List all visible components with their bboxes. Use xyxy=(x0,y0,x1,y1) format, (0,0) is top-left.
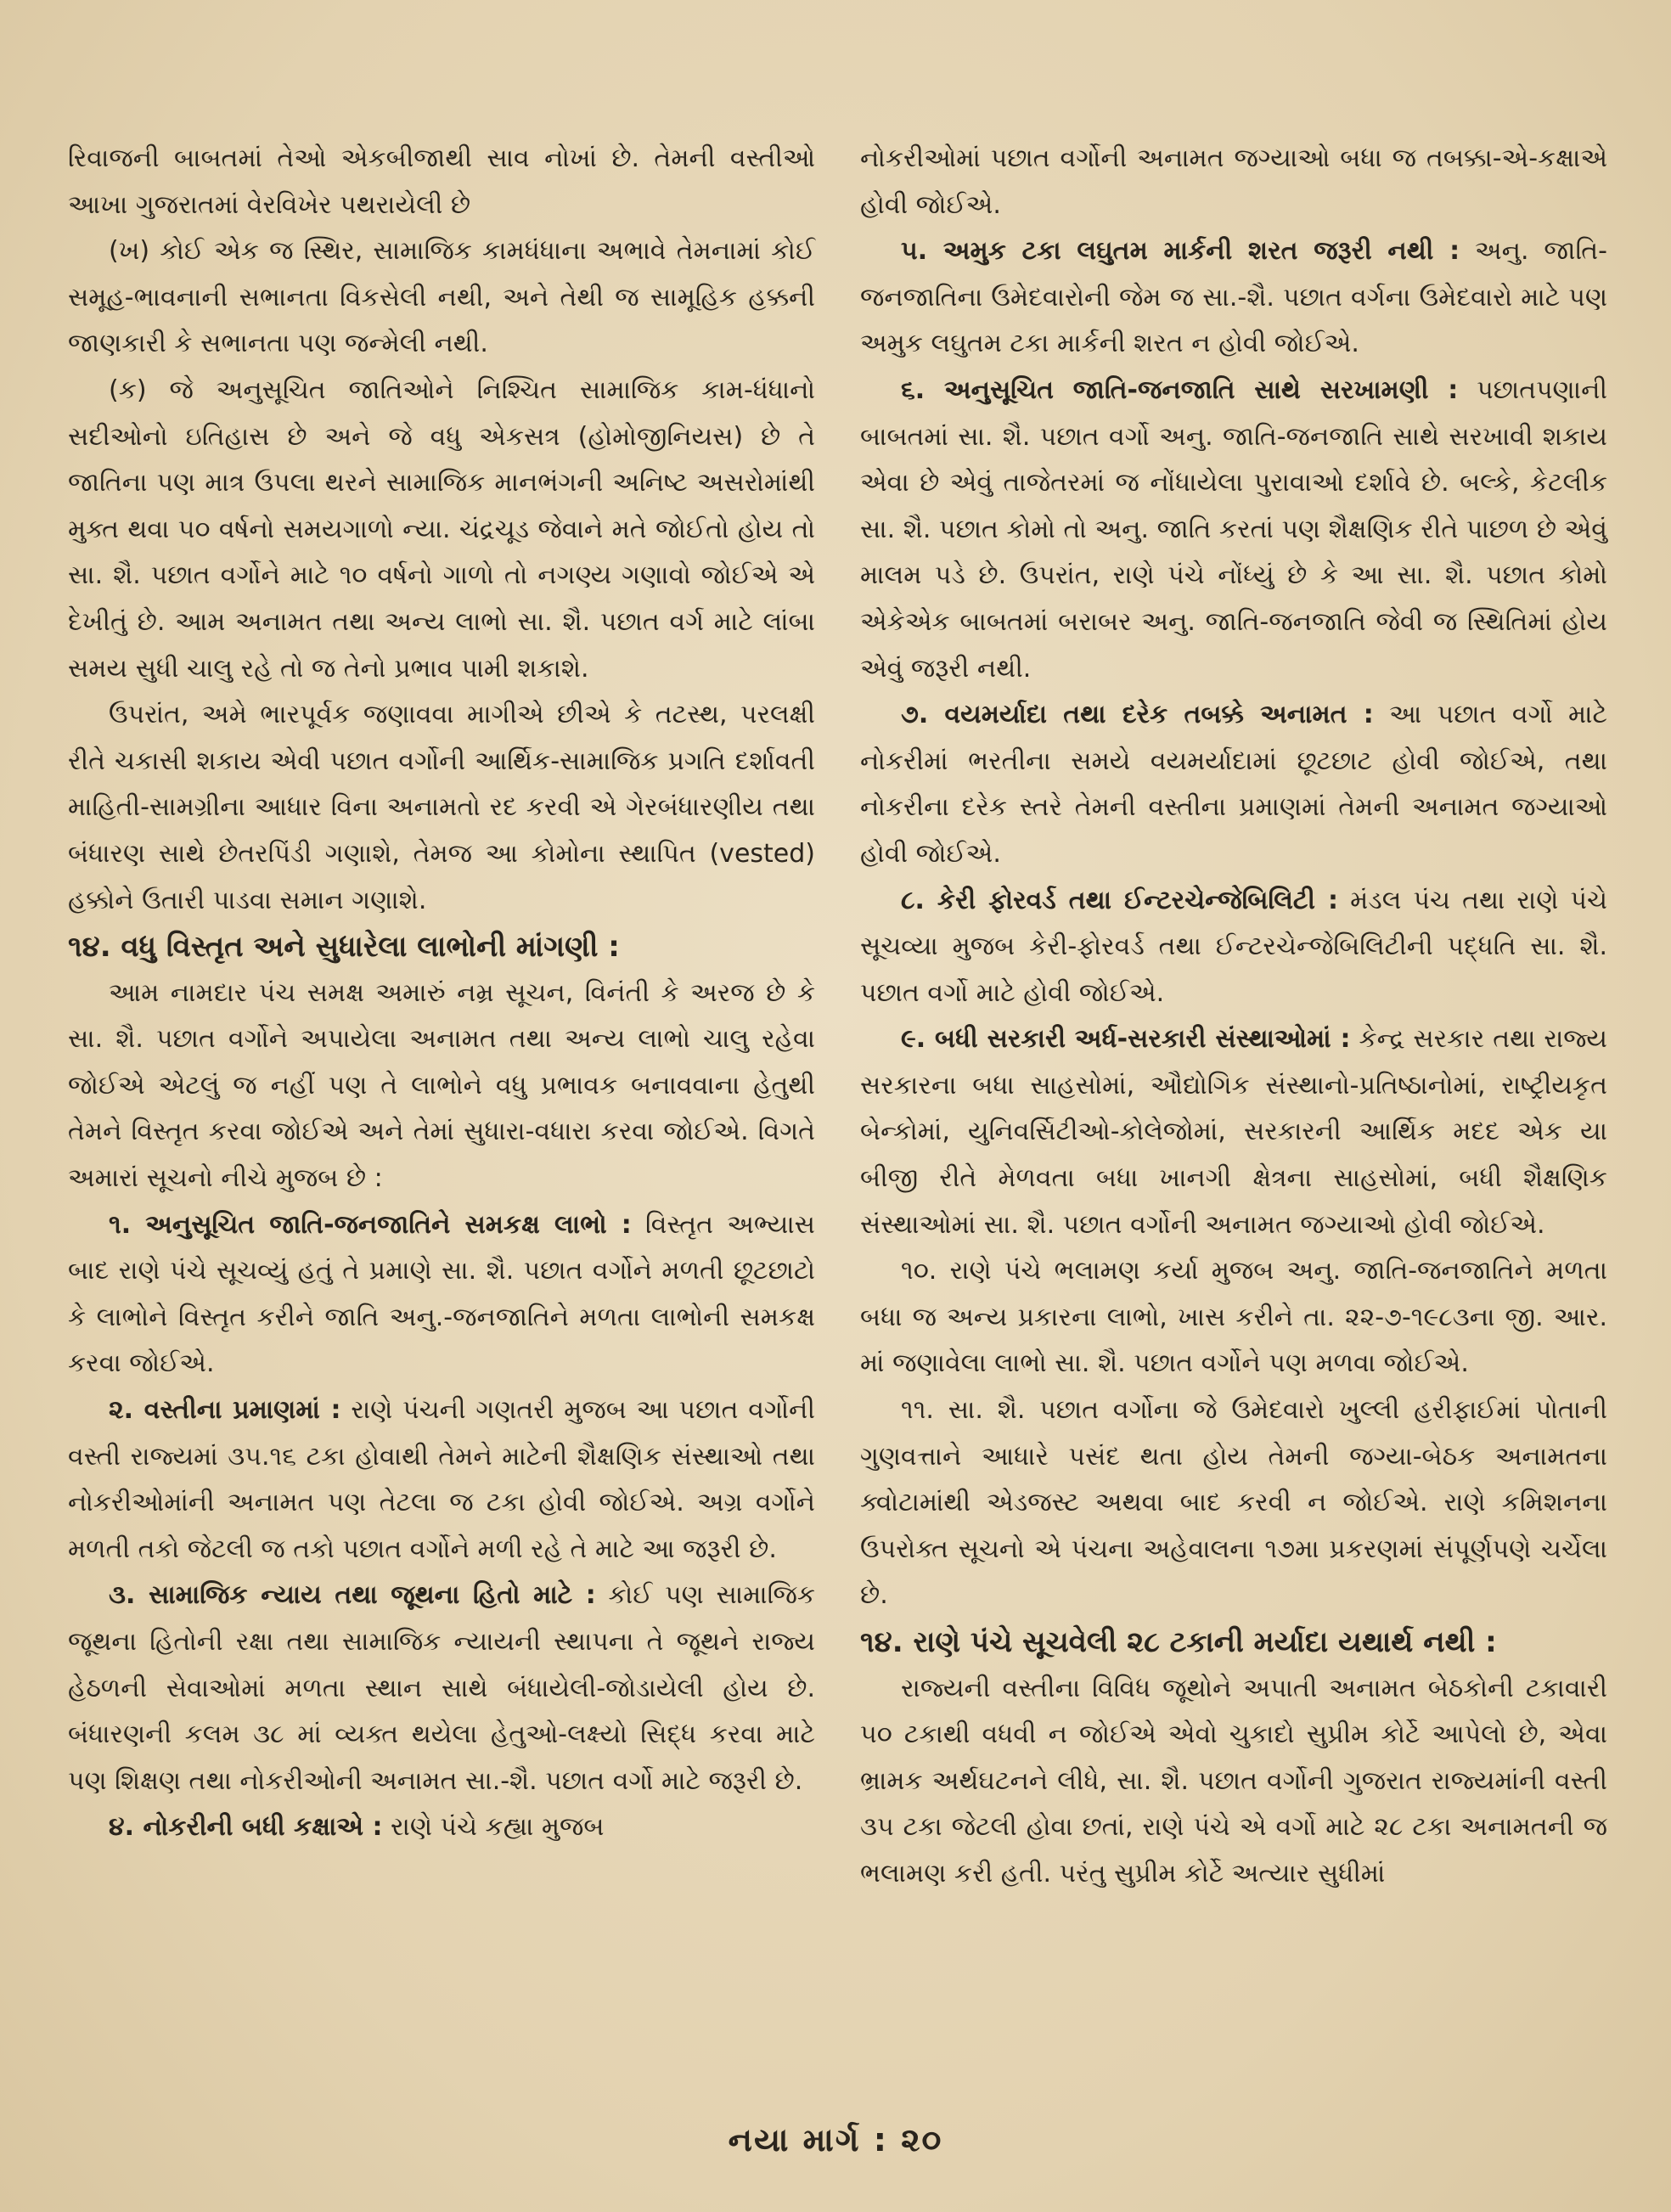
point-2 xyxy=(68,1387,815,1573)
point-heading: ૭. વયમર્યાદા તથા દરેક તબક્કે અનામત : xyxy=(901,700,1374,730)
paragraph: (ક) જે અનુસૂચિત જાતિઓને નિશ્ચિત સામાજિક કામ-ધંધાનો સદીઓનો ઇતિહાસ છે અને જે વધુ એકસત્ર (હોમોજીનિયસ) છે તે જાતિના પણ માત્ર ઉપલા થરને સામાજિક માનભંગની અનિષ્ટ અસરોમાંથી મુક્ત થવા ૫૦ વર્ષનો સમયગાળો ન્યા. ચંદ્રચૂડ જેવાને મતે જોઈતો હોય તો સા. શૈ. પછાત વર્ગોને માટે ૧૦ વર્ષનો ગાળો તો નગણ્ય ગણાવો જોઈએ એ દેખીતું છે. આમ અનામત તથા અન્ય લાભો સા. શૈ. પછાત વર્ગ માટે લાંબા સમય સુધી ચાલુ રહે તો જ તેનો પ્રભાવ પામી શકાશે. xyxy=(68,374,815,684)
point-text: આ પછાત વર્ગો માટે નોકરીમાં ભરતીના સમયે વયમર્યાદામાં છૂટછાટ હોવી જોઈએ, તથા નોકરીના દરેક સ્તરે તેમની વસ્તીના પ્રમાણમાં તેમની અનામત જગ્યાઓ હોવી જોઈએ. xyxy=(860,700,1607,869)
point-6 xyxy=(860,368,1607,692)
paragraph: આમ નામદાર પંચ સમક્ષ અમારું નમ્ર સૂચન, વિનંતી કે અરજ છે કે સા. શૈ. પછાત વર્ગોને અપાયેલા અનામત તથા અન્ય લાભો ચાલુ રહેવા જોઈએ એટલું જ નહીં પણ તે લાભોને વધુ પ્રભાવક બનાવવાના હેતુથી તેમને વિસ્તૃત કરવા જોઈએ અને તેમાં સુધારા-વધારા કરવા જોઈએ. વિગતે અમારાં સૂચનો નીચે મુજબ છે : xyxy=(68,977,815,1194)
point-heading: ૧. અનુસૂચિત જાતિ-જનજાતિને સમકક્ષ લાભો : xyxy=(109,1209,632,1240)
point-1 xyxy=(68,1202,815,1387)
paragraph: રિવાજની બાબતમાં તેઓ એકબીજાથી સાવ નોખાં છે. તેમની વસ્તીઓ આખા ગુજરાતમાં વેરવિખેર પથરાયેલી છે xyxy=(68,144,815,220)
point-text: કોઈ પણ સામાજિક જૂથના હિતોની રક્ષા તથા સામાજિક ન્યાયની સ્થાપના તે જૂથને રાજ્ય હેઠળની સેવાઓમાં મળતા સ્થાન સાથે બંધાયેલી-જોડાયેલી હોય છે. બંધારણની કલમ ૩૮ માં વ્યક્ત થયેલા હેતુઓ-લક્ષ્યો સિદ્ધ કરવા માટે પણ શિક્ષણ તથા નોકરીઓની અનામત સા.-શૈ. પછાત વર્ગો માટે જરૂરી છે. xyxy=(68,1580,815,1796)
point-text: અનુ. જાતિ-જનજાતિના ઉમેદવારોની જેમ જ સા.-શૈ. પછાત વર્ગના ઉમેદવારો માટે પણ અમુક લઘુતમ ટકા માર્કની શરત ન હોવી જોઈએ. xyxy=(860,236,1607,359)
paragraph: (ખ) કોઈ એક જ સ્થિર, સામાજિક કામધંધાના અભાવે તેમનામાં કોઈ સમૂહ-ભાવનાની સભાનતા વિકસેલી નથી, અને તેથી જ સામૂહિક હક્કની જાણકારી કે સભાનતા પણ જન્મેલી નથી. xyxy=(68,236,815,359)
point-heading: ૯. બધી સરકારી અર્ધ-સરકારી સંસ્થાઓમાં : xyxy=(901,1024,1351,1055)
page-footer: નયા માર્ગ : ૨૦ xyxy=(728,2121,943,2159)
right-column xyxy=(860,136,1607,1898)
point-11: ૧૧. સા. શૈ. પછાત વર્ગોના જે ઉમેદવારો ખુલ્લી હરીફાઈમાં પોતાની ગુણવત્તાને આધારે પસંદ થતા હોય તેમની જગ્યા-બેઠક અનામતના ક્વોટામાંથી એડજસ્ટ અથવા બાદ કરવી ન જોઈએ. રાણે કમિશનના ઉપરોક્ત સૂચનો એ પંચના અહેવાલના ૧૭મા પ્રકરણમાં સંપૂર્ણપણે ચર્ચેલા છે. xyxy=(860,1395,1607,1611)
point-heading: ૪. નોકરીની બધી કક્ષાએ : xyxy=(109,1812,383,1843)
paragraph: રાજ્યની વસ્તીના વિવિધ જૂથોને અપાતી અનામત બેઠકોની ટકાવારી ૫૦ ટકાથી વધવી ન જોઈએ એવો ચુકાદો સુપ્રીમ કોર્ટે આપેલો છે, એવા ભ્રામક અર્થઘટનને લીધે, સા. શૈ. પછાત વર્ગોની ગુજરાત રાજ્યમાંની વસ્તી ૩૫ ટકા જેટલી હોવા છતાં, રાણે પંચે એ વર્ગો માટે ૨૮ ટકા અનામતની જ ભલામણ કરી હતી. પરંતુ સુપ્રીમ કોર્ટે અત્યાર સુધીમાં xyxy=(860,1673,1607,1888)
point-text: પછાતપણાની બાબતમાં સા. શૈ. પછાત વર્ગો અનુ. જાતિ-જનજાતિ સાથે સરખાવી શકાય એવા છે એવું તાજેતરમાં જ નોંધાયેલા પુરાવાઓ દર્શાવે છે. બલ્કે, કેટલીક સા. શૈ. પછાત કોમો તો અનુ. જાતિ કરતાં પણ શૈક્ષણિક રીતે પાછળ છે એવું માલમ પડે છે. ઉપરાંત, રાણે પંચે નોંધ્યું છે કે આ સા. શૈ. પછાત કોમો એકેએક બાબતમાં બરાબર અનુ. જાતિ-જનજાતિ જેવી જ સ્થિતિમાં હોય એવું જરૂરી નથી. xyxy=(860,374,1607,684)
point-heading: ૬. અનુસૂચિત જાતિ-જનજાતિ સાથે સરખામણી : xyxy=(901,374,1459,405)
point-9 xyxy=(860,1016,1607,1248)
point-text: મંડલ પંચ તથા રાણે પંચે સૂચવ્યા મુજબ કેરી-ફોરવર્ડ તથા ઈન્ટરચેન્જેબિલિટીની પદ્ધતિ સા. શૈ. પછાત વર્ગો માટે હોવી જોઈએ. xyxy=(860,885,1607,1008)
point-text: વિસ્તૃત અભ્યાસ બાદ રાણે પંચે સૂચવ્યું હતું તે પ્રમાણે સા. શૈ. પછાત વર્ગોને મળતી છૂટછાટો કે લાભોને વિસ્તૃત કરીને જાતિ અનુ.-જનજાતિને મળતા લાભોની સમકક્ષ કરવા જોઈએ. xyxy=(68,1209,815,1379)
point-7 xyxy=(860,692,1607,877)
section-heading: ૧૪. રાણે પંચે સૂચવેલી ૨૮ ટકાની મર્યાદા યથાર્થ નથી : xyxy=(860,1625,1497,1659)
paragraph: નોકરીઓમાં પછાત વર્ગોની અનામત જગ્યાઓ બધા જ તબક્કા-એ-કક્ષાએ હોવી જોઈએ. xyxy=(860,144,1607,220)
point-10: ૧૦. રાણે પંચે ભલામણ કર્યા મુજબ અનુ. જાતિ-જનજાતિને મળતા બધા જ અન્ય પ્રકારના લાભો, ખાસ કરીને તા. ૨૨-૭-૧૯૮૩ના જી. આર. માં જણાવેલા લાભો સા. શૈ. પછાત વર્ગોને પણ મળવા જોઈએ. xyxy=(860,1256,1607,1379)
point-text: કેન્દ્ર સરકાર તથા રાજ્ય સરકારના બધા સાહસોમાં, ઔદ્યોગિક સંસ્થાનો-પ્રતિષ્ઠાનોમાં, રાષ્ટ્રીયકૃત બેન્કોમાં, યુનિવર્સિટીઓ-કોલેજોમાં, સરકારની આર્થિક મદદ એક યા બીજી રીતે મેળવતા બધા ખાનગી ક્ષેત્રના સાહસોમાં, બધી શૈક્ષણિક સંસ્થાઓમાં સા. શૈ. પછાત વર્ગોની અનામત જગ્યાઓ હોવી જોઈએ. xyxy=(860,1024,1607,1240)
point-heading: ૩. સામાજિક ન્યાય તથા જૂથના હિતો માટે : xyxy=(109,1580,596,1611)
point-text: રાણે પંચે કહ્યા મુજબ xyxy=(391,1812,605,1843)
point-3 xyxy=(68,1573,815,1804)
paragraph: ઉપરાંત, અમે ભારપૂર્વક જણાવવા માગીએ છીએ કે તટસ્થ, પરલક્ષી રીતે ચકાસી શકાય એવી પછાત વર્ગોની આર્થિક-સામાજિક પ્રગતિ દર્શાવતી માહિતી-સામગ્રીના આધાર વિના અનામતો રદ કરવી એ ગેરબંધારણીય તથા બંધારણ સાથે છેતરપિંડી ગણાશે, તેમજ આ કોમોના સ્થાપિત (vested) હક્કોને ઉતારી પાડવા સમાન ગણાશે. xyxy=(68,700,815,915)
point-heading: ૨. વસ્તીના પ્રમાણમાં : xyxy=(109,1395,341,1426)
point-8 xyxy=(860,878,1607,1017)
section-heading: ૧૪. વધુ વિસ્તૃત અને સુધારેલા લાભોની માંગણી : xyxy=(68,930,620,965)
point-4 xyxy=(68,1804,815,1851)
point-heading: ૮. કેરી ફોરવર્ડ તથા ઈન્ટરચેન્જેબિલિટી : xyxy=(901,885,1338,915)
point-text: રાણે પંચની ગણતરી મુજબ આ પછાત વર્ગોની વસ્તી રાજ્યમાં ૩૫.૧૬ ટકા હોવાથી તેમને માટેની શૈક્ષણિક સંસ્થાઓ તથા નોકરીઓમાંની અનામત પણ તેટલા જ ટકા હોવી જોઈએ. અગ્ર વર્ગોને મળતી તકો જેટલી જ તકો પછાત વર્ગોને મળી રહે તે માટે આ જરૂરી છે. xyxy=(68,1395,815,1564)
point-heading: ૫. અમુક ટકા લઘુતમ માર્કની શરત જરૂરી નથી : xyxy=(901,236,1460,267)
point-5 xyxy=(860,228,1607,368)
left-column xyxy=(68,136,815,1851)
